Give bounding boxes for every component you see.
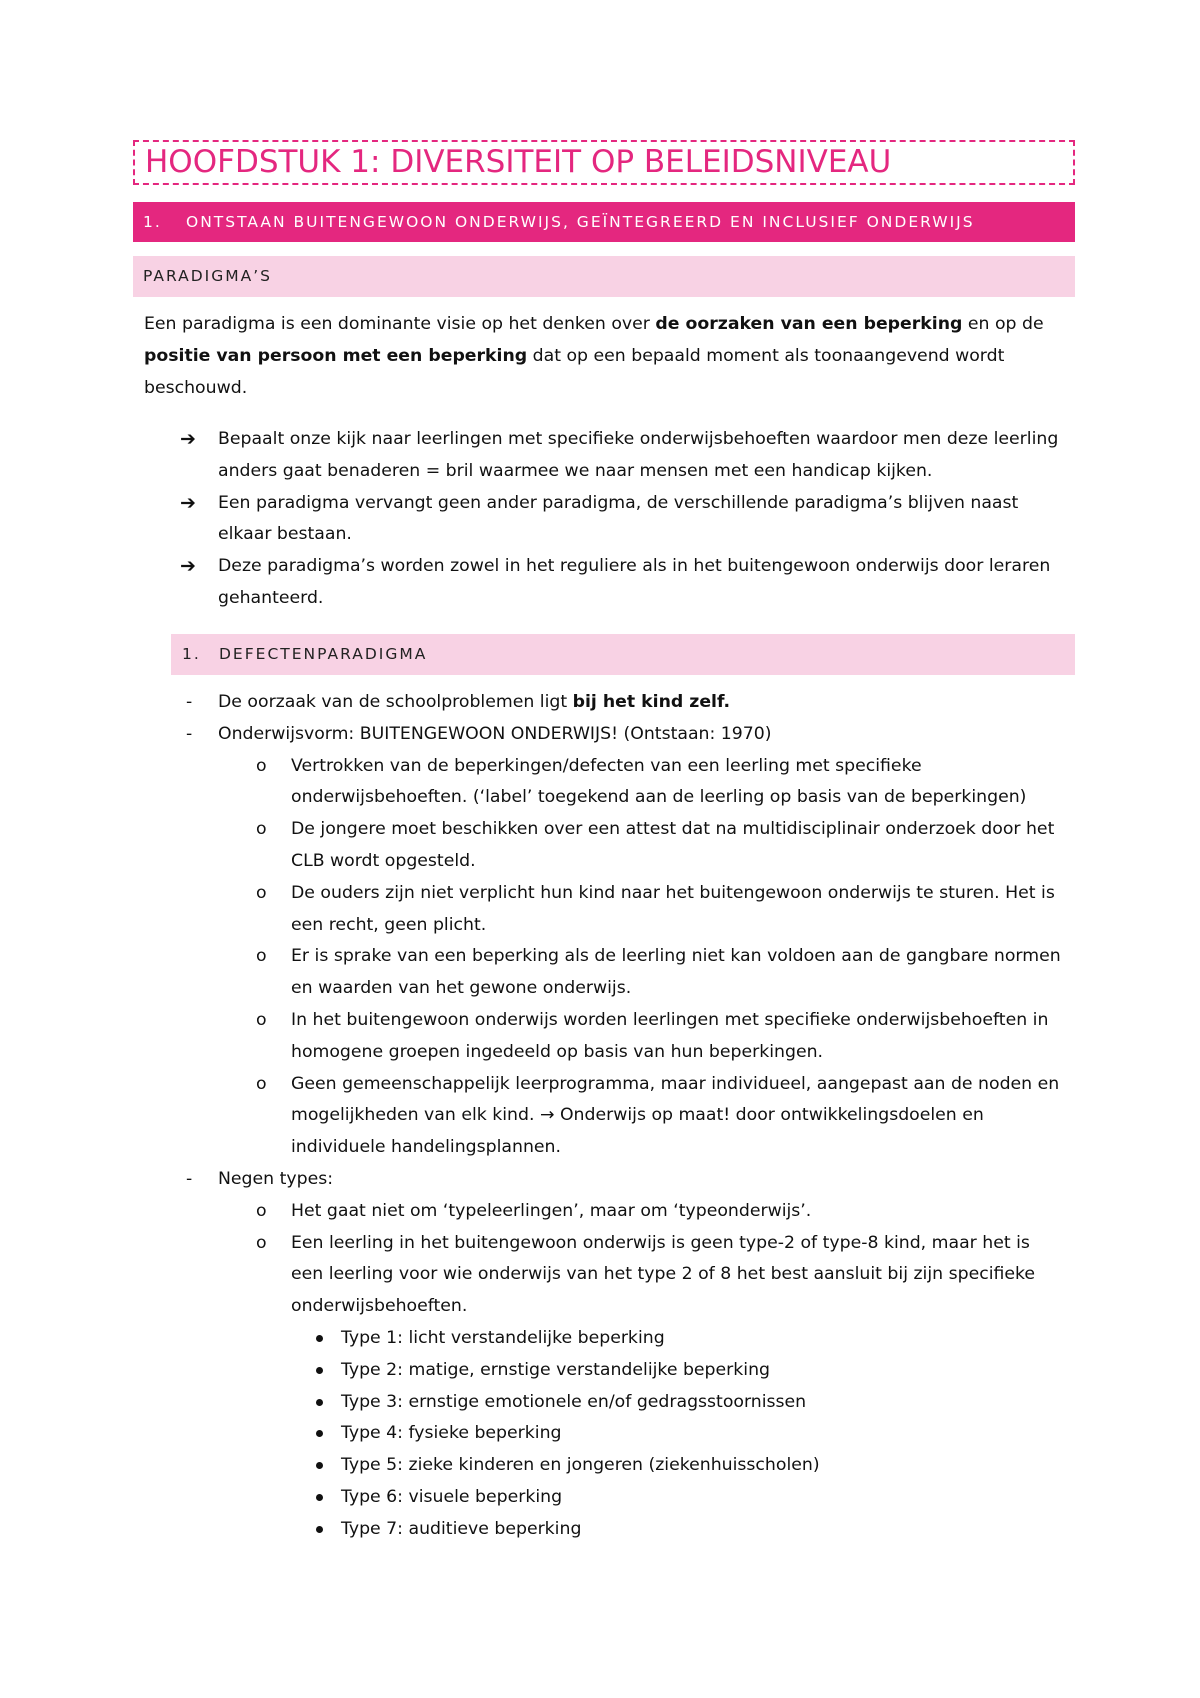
circle-item-text: Het gaat niet om ‘typeleerlingen’, maar om ‘typeonderwijs’. <box>291 1200 812 1221</box>
section-heading <box>133 202 1075 242</box>
circle-item-text: De ouders zijn niet verplicht hun kind naar het buitengewoon onderwijs te sturen. Het is een recht, geen plicht. <box>291 882 1055 935</box>
paradigm-number: 1. <box>182 645 201 663</box>
type-text: Type 5: zieke kinderen en jongeren (ziekenhuisscholen) <box>341 1455 820 1476</box>
chapter-title: HOOFDSTUK 1: DIVERSITEIT OP BELEIDSNIVEAU <box>133 140 1075 185</box>
intro-text-3: dat op een bepaald moment als toonaangevend wordt beschouwd. <box>144 345 1005 398</box>
dash-item-types <box>183 1164 1063 1196</box>
arrow-item-text: Bepaalt onze kijk naar leerlingen met specifieke onderwijsbehoeften waardoor men deze leerling anders gaat benaderen = bril waarmee we naar mensen met een handicap kijken. <box>218 429 1059 481</box>
dot-bullet-icon <box>316 1526 323 1533</box>
dash-bullet-icon: - <box>186 723 193 744</box>
cause-bold: bij het kind zelf. <box>572 692 731 712</box>
circle-item-tail: Onderwijs op maat! door ontwikkelingsdoelen en individuele handelingsplannen. <box>291 1105 984 1158</box>
circle-item <box>256 1228 1063 1546</box>
dash-bullet-icon: - <box>186 692 193 712</box>
type-text: Type 2: matige, ernstige verstandelijke beperking <box>341 1359 770 1380</box>
circle-bullet-icon: o <box>256 1200 267 1221</box>
types-sublist <box>183 1196 1063 1546</box>
dot-bullet-icon <box>316 1430 323 1437</box>
form-text: Onderwijsvorm: BUITENGEWOON ONDERWIJS! (Ontstaan: 1970) <box>218 723 772 744</box>
circle-item <box>256 814 1063 878</box>
type-text: Type 4: fysieke beperking <box>341 1423 562 1444</box>
circle-item <box>256 1069 1063 1164</box>
form-sublist <box>183 751 1063 1164</box>
arrow-item <box>180 488 1060 552</box>
types-label: Negen types: <box>218 1168 334 1189</box>
paradigm-heading <box>171 634 1075 675</box>
intro-bold-1: de oorzaken van een beperking <box>655 314 963 334</box>
circle-item-text: Er is sprake van een beperking als de leerling niet kan voldoen aan de gangbare normen en waarden van het gewone onderwijs. <box>291 946 1061 999</box>
circle-item-text: In het buitengewoon onderwijs worden leerlingen met specifieke onderwijsbehoeften in homogene groepen ingedeeld op basis van hun beperkingen. <box>291 1009 1049 1062</box>
circle-item-text: Geen gemeenschappelijk leerprogramma, maar individueel, aangepast aan de noden en mogelijkheden van elk kind. <box>291 1073 1060 1126</box>
dot-bullet-icon <box>316 1335 323 1342</box>
dash-item-form <box>183 719 1063 751</box>
type-text: Type 7: auditieve beperking <box>341 1518 582 1539</box>
type-item <box>316 1482 1063 1514</box>
circle-bullet-icon: o <box>256 1073 267 1094</box>
arrow-right-icon: ➔ <box>180 491 196 514</box>
arrow-item-text: Een paradigma vervangt geen ander paradigma, de verschillende paradigma’s blijven naast elkaar bestaan. <box>218 492 1019 545</box>
type-item <box>316 1323 1063 1355</box>
arrow-right-icon: ➔ <box>180 428 196 450</box>
circle-item <box>256 1005 1063 1069</box>
arrow-item-text: Deze paradigma’s worden zowel in het reguliere als in het buitengewoon onderwijs door leraren gehanteerd. <box>218 556 1051 608</box>
arrow-right-icon: ➔ <box>180 555 196 578</box>
type-item <box>316 1387 1063 1419</box>
dot-bullet-icon <box>316 1367 323 1374</box>
circle-bullet-icon: o <box>256 819 267 840</box>
circle-item <box>256 878 1063 942</box>
dot-bullet-icon <box>316 1399 323 1406</box>
type-item <box>316 1450 1063 1482</box>
intro-text-1: Een paradigma is een dominante visie op het denken over <box>144 314 656 334</box>
inline-arrow-icon: → <box>539 1105 555 1126</box>
circle-bullet-icon: o <box>256 755 267 776</box>
dot-bullet-icon <box>316 1462 323 1469</box>
circle-bullet-icon: o <box>256 946 267 967</box>
subsection-heading: PARADIGMA’S <box>133 256 1075 297</box>
cause-text: De oorzaak van de schoolproblemen ligt <box>218 692 573 712</box>
type-item <box>316 1418 1063 1450</box>
type-text: Type 3: ernstige emotionele en/of gedragsstoornissen <box>341 1391 807 1412</box>
type-text: Type 6: visuele beperking <box>341 1486 563 1507</box>
arrow-list <box>180 424 1060 615</box>
types-sublist-wrapper <box>183 1196 1063 1546</box>
intro-bold-2: positie van persoon met een beperking <box>144 345 528 366</box>
intro-text-2: en op de <box>962 314 1044 334</box>
circle-bullet-icon: o <box>256 1232 267 1253</box>
circle-bullet-icon: o <box>256 1009 267 1030</box>
section-title: ONTSTAAN BUITENGEWOON ONDERWIJS, GEÏNTEGREERD EN INCLUSIEF ONDERWIJS <box>186 213 975 231</box>
circle-item <box>256 751 1063 815</box>
arrow-item <box>180 551 1060 615</box>
dash-item-cause <box>183 687 1063 719</box>
circle-item <box>256 941 1063 1005</box>
circle-item-text: Een leerling in het buitengewoon onderwijs is geen type-2 of type-8 kind, maar het is een leerling voor wie onderwijs van het type 2 of 8 het best aansluit bij zijn specifieke onderwijsbehoeften. <box>291 1232 1036 1317</box>
circle-item-text: Vertrokken van de beperkingen/defecten van een leerling met specifieke onderwijsbehoeften. (‘label’ toegekend aan de leerling op basis van de beperkingen) <box>291 755 1027 808</box>
dash-bullet-icon: - <box>186 1168 193 1189</box>
dot-bullet-icon <box>316 1494 323 1501</box>
defect-list <box>183 687 1063 1546</box>
intro-paragraph <box>144 309 1074 404</box>
circle-item-text: De jongere moet beschikken over een attest dat na multidisciplinair onderzoek door het CLB wordt opgesteld. <box>291 819 1055 871</box>
paradigm-title: DEFECTENPARADIGMA <box>219 645 428 663</box>
form-sublist-wrapper <box>183 751 1063 1164</box>
type-item <box>316 1355 1063 1387</box>
circle-bullet-icon: o <box>256 882 267 903</box>
section-number: 1. <box>143 213 162 231</box>
type-text: Type 1: licht verstandelijke beperking <box>341 1327 665 1348</box>
arrow-item <box>180 424 1060 488</box>
type-item <box>316 1514 1063 1546</box>
types-bullet-list <box>291 1323 1063 1546</box>
circle-item <box>256 1196 1063 1228</box>
